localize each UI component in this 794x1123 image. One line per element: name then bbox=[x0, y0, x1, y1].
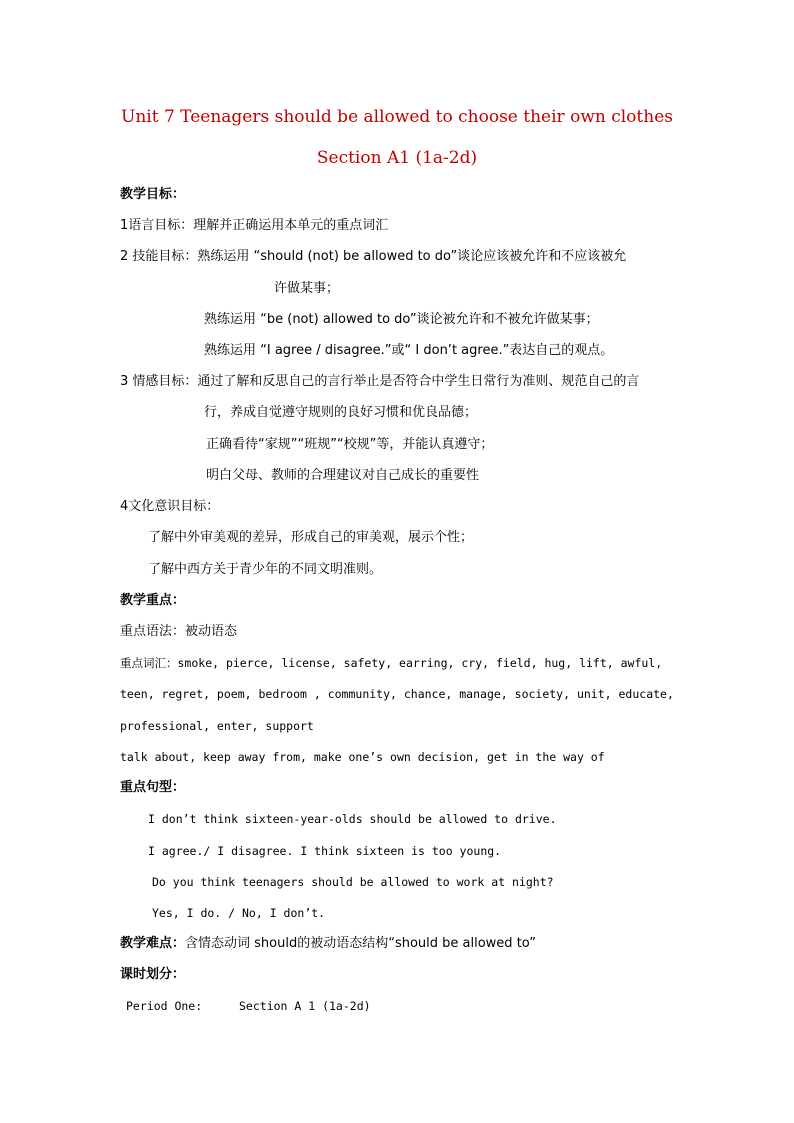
language-objective: 1语言目标：理解并正确运用本单元的重点词汇 bbox=[120, 218, 389, 233]
emotion-objective-line-3: 正确看待“家规”“班规”“校规”等，并能认真遵守； bbox=[206, 437, 494, 452]
period-label: Period One: bbox=[126, 999, 203, 1013]
emotion-objective-line-2: 行，养成自觉遵守规则的良好习惯和优良品德； bbox=[204, 405, 478, 420]
key-sentence-1: I don’t think sixteen-year-olds should be allowed to drive. bbox=[148, 812, 557, 826]
emotion-objective-line-4: 明白父母、教师的合理建议对自己成长的重要性 bbox=[206, 468, 480, 483]
key-sentence-2: I agree./ I disagree. I think sixteen is too young. bbox=[148, 844, 502, 858]
culture-objective-heading: 4文化意识目标： bbox=[120, 499, 220, 514]
culture-objective-line-1: 了解中外审美观的差异，形成自己的审美观，展示个性； bbox=[148, 530, 474, 545]
document-subtitle: Section A1 (1a-2d) bbox=[316, 148, 478, 168]
difficulty-row bbox=[120, 936, 536, 952]
objectives-heading: 教学目标： bbox=[120, 187, 186, 202]
key-points-heading: 教学重点： bbox=[120, 593, 186, 608]
key-sentences-heading: 重点句型： bbox=[120, 780, 186, 795]
difficulty-heading: 教学难点： bbox=[120, 936, 186, 951]
skill-objective-line-1: 2 技能目标：熟练运用 “should (not) be allowed to do”谈论应该被允许和不应该被允 bbox=[120, 249, 627, 264]
key-vocab-line-3: professional, enter, support bbox=[120, 719, 314, 733]
culture-objective-line-2: 了解中西方关于青少年的不同文明准则。 bbox=[148, 562, 383, 577]
difficulty-text: 含情态动词 should的被动语态结构“should be allowed to” bbox=[185, 936, 537, 951]
key-grammar: 重点语法：被动语态 bbox=[120, 624, 238, 639]
key-vocab-line-2: teen, regret, poem, bedroom , community, chance, manage, society, unit, educate, bbox=[120, 687, 674, 701]
period-value: Section A 1 (1a-2d) bbox=[239, 999, 371, 1013]
skill-objective-line-2: 许做某事； bbox=[274, 281, 340, 296]
periods-heading: 课时划分： bbox=[120, 967, 186, 982]
document-title: Unit 7 Teenagers should be allowed to choose their own clothes bbox=[121, 107, 673, 127]
emotion-objective-line-1: 3 情感目标：通过了解和反思自己的言行举止是否符合中学生日常行为准则、规范自己的言 bbox=[120, 374, 640, 389]
key-vocab-line-1: 重点词汇：smoke, pierce, license, safety, earring, cry, field, hug, lift, awful, bbox=[120, 656, 663, 670]
key-phrases: talk about, keep away from, make one’s own decision, get in the way of bbox=[120, 750, 605, 764]
skill-objective-line-4: 熟练运用 “I agree / disagree.”或“ I don’t agree.”表达自己的观点。 bbox=[204, 343, 614, 358]
key-sentence-3: Do you think teenagers should be allowed to work at night? bbox=[152, 875, 554, 889]
key-sentence-4: Yes, I do. / No, I don’t. bbox=[152, 906, 326, 920]
skill-objective-line-3: 熟练运用 “be (not) allowed to do”谈论被允许和不被允许做某事； bbox=[204, 312, 599, 327]
